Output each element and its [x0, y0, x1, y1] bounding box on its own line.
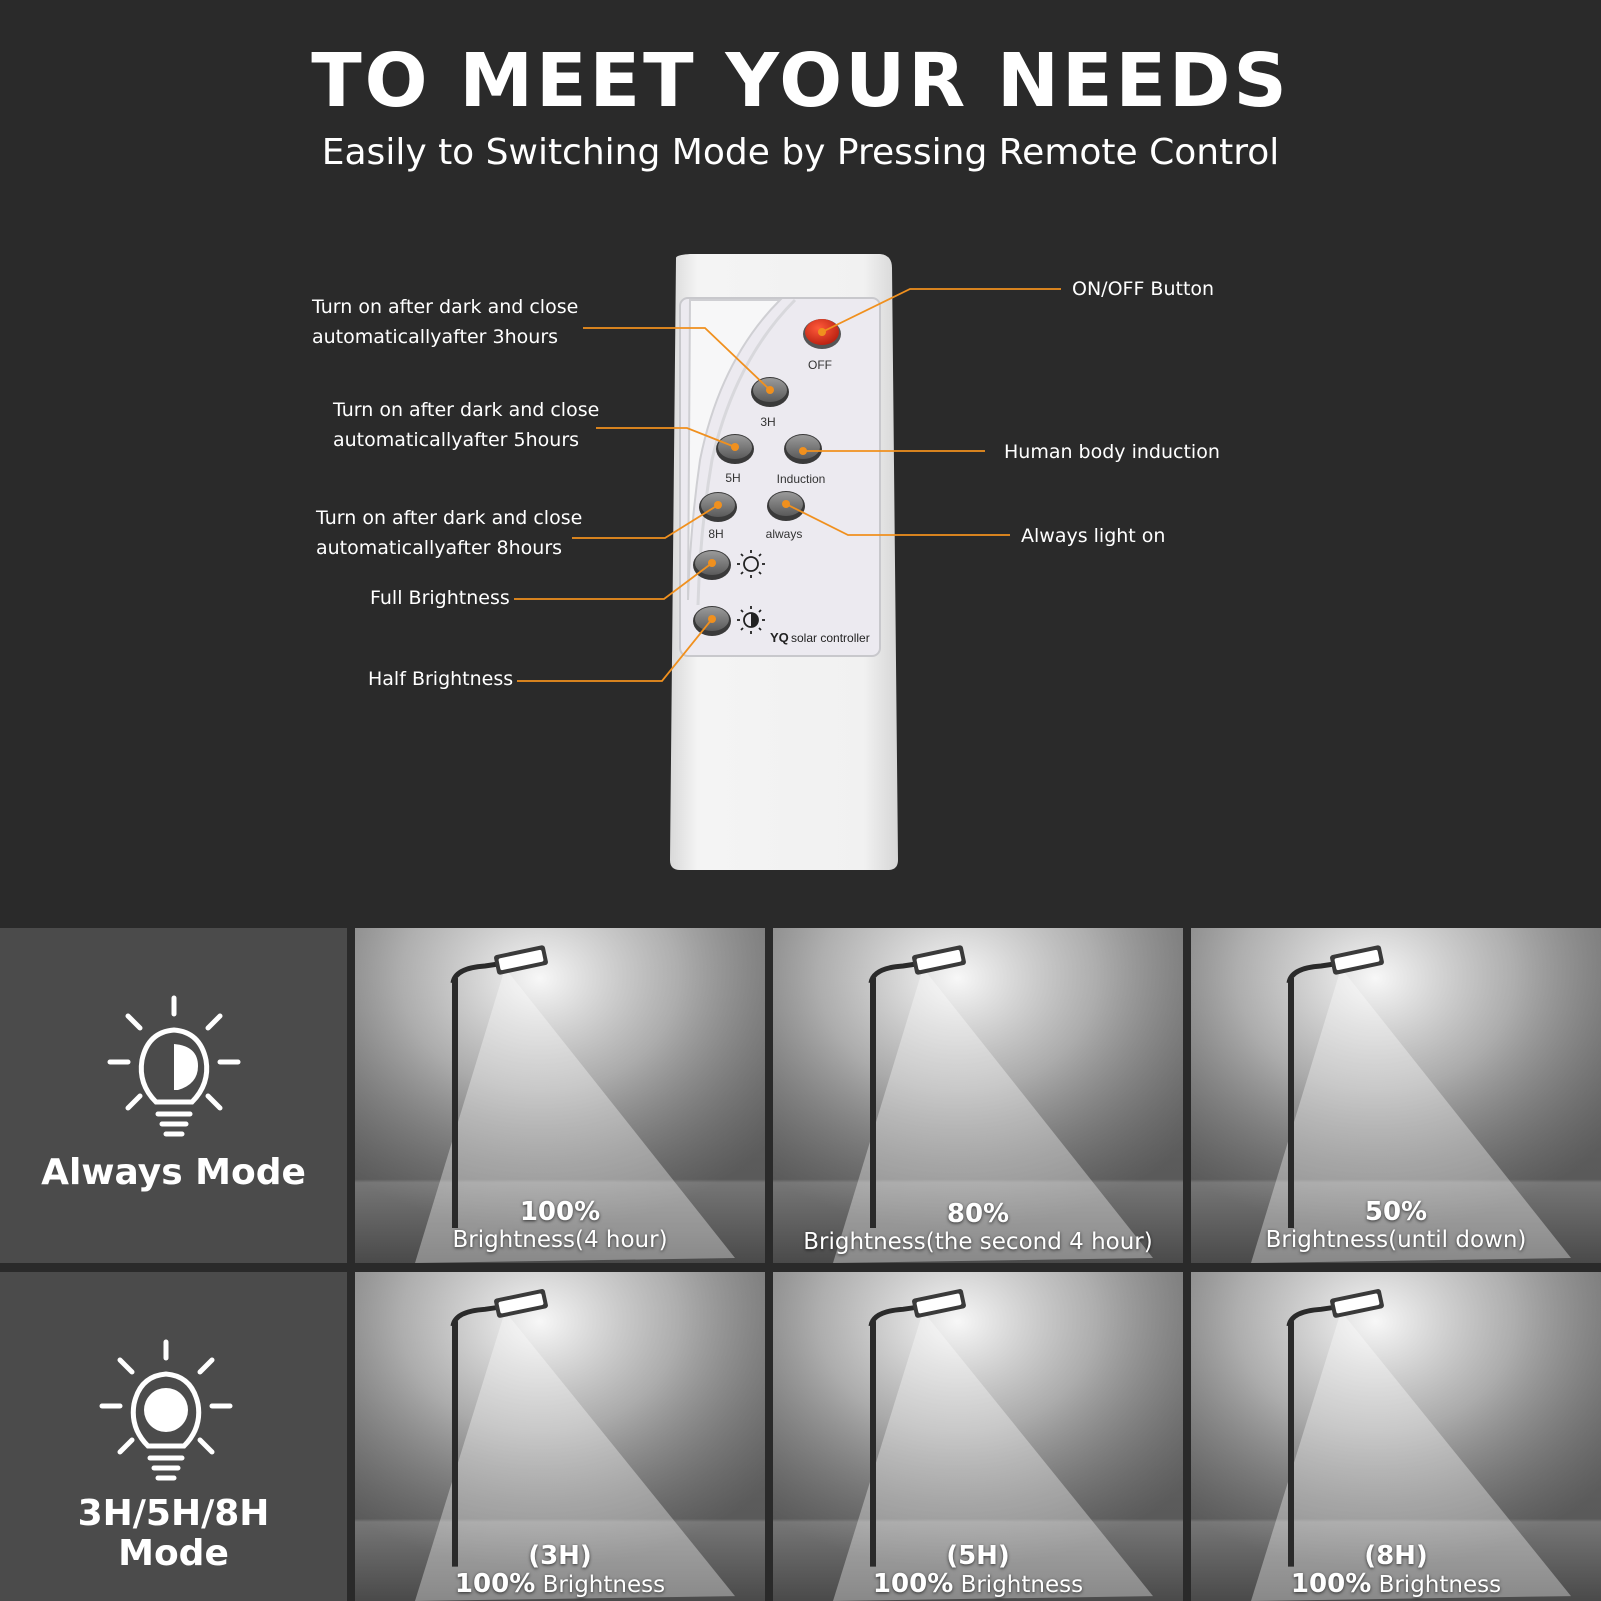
brightness-caption [773, 1200, 1183, 1256]
brightness-caption [1191, 1198, 1601, 1254]
full-bulb-icon [98, 1338, 234, 1488]
callout-8h [316, 503, 582, 563]
callout-5h [333, 395, 599, 455]
callout-3h-line1: Turn on after dark and close [312, 296, 579, 318]
callout-8h-line2: automaticallyafter 8hours [316, 537, 563, 559]
timer-mode-label-line1: 3H/5H/8H [77, 1493, 270, 1534]
brightness-percent: 50% [1364, 1197, 1428, 1227]
timer-mode-label [0, 1494, 347, 1574]
brightness-text: Brightness(until down) [1265, 1227, 1527, 1253]
callout-3h [312, 292, 578, 352]
mode-photo-panel [773, 928, 1183, 1263]
brightness-text: Brightness(the second 4 hour) [803, 1229, 1153, 1255]
callout-8h-line1: Turn on after dark and close [316, 507, 583, 529]
page-title: TO MEET YOUR NEEDS [311, 38, 1290, 124]
off-button-label: OFF [808, 358, 832, 372]
5h-button-label: 5H [725, 471, 741, 485]
mode-photo-panel [773, 1272, 1183, 1601]
brightness-text: Brightness [542, 1572, 666, 1598]
always-mode-label: Always Mode [41, 1152, 306, 1193]
timer-hours: (8H) [1364, 1541, 1428, 1571]
brightness-percent: 100% [872, 1569, 954, 1599]
8h-button-label: 8H [708, 527, 724, 541]
remote-brand-suffix: solar controller [791, 631, 870, 645]
brightness-percent: 80% [946, 1199, 1010, 1229]
callout-always-on: Always light on [1021, 525, 1166, 547]
timer-mode-label-line2: Mode [118, 1533, 229, 1574]
induction-button-label: Induction [776, 472, 826, 486]
page-subtitle: Easily to Switching Mode by Pressing Remote Control [321, 132, 1280, 173]
brightness-text: Brightness [960, 1572, 1084, 1598]
mode-photo-panel [1191, 1272, 1601, 1601]
mode-photo-panel [355, 928, 765, 1263]
brightness-text: Brightness [1378, 1572, 1502, 1598]
callout-3h-line2: automaticallyafter 3hours [312, 326, 559, 348]
half-bulb-icon [106, 994, 242, 1144]
callout-on-off: ON/OFF Button [1072, 278, 1215, 300]
callout-5h-line2: automaticallyafter 5hours [333, 429, 580, 451]
timer-hours: (3H) [528, 1541, 592, 1571]
timer-hours: (5H) [946, 1541, 1010, 1571]
always-mode-panel [0, 928, 347, 1263]
brightness-caption [773, 1542, 1183, 1599]
remote-brand-prefix: YQ [770, 630, 789, 645]
always-button-label: always [765, 527, 803, 541]
brightness-caption [355, 1198, 765, 1254]
mode-photo-panel [355, 1272, 765, 1601]
callout-full-brightness: Full Brightness [370, 587, 510, 609]
callout-5h-line1: Turn on after dark and close [333, 399, 600, 421]
brightness-caption [355, 1542, 765, 1599]
callout-half-brightness: Half Brightness [368, 668, 514, 690]
callout-human-induction: Human body induction [1004, 441, 1220, 463]
brightness-percent: 100% [519, 1197, 601, 1227]
brightness-caption [1191, 1542, 1601, 1599]
brightness-text: Brightness(4 hour) [452, 1227, 668, 1253]
brightness-percent: 100% [454, 1569, 536, 1599]
timer-mode-panel [0, 1272, 347, 1601]
3h-button-label: 3H [760, 415, 776, 429]
brightness-percent: 100% [1290, 1569, 1372, 1599]
mode-photo-panel [1191, 928, 1601, 1263]
